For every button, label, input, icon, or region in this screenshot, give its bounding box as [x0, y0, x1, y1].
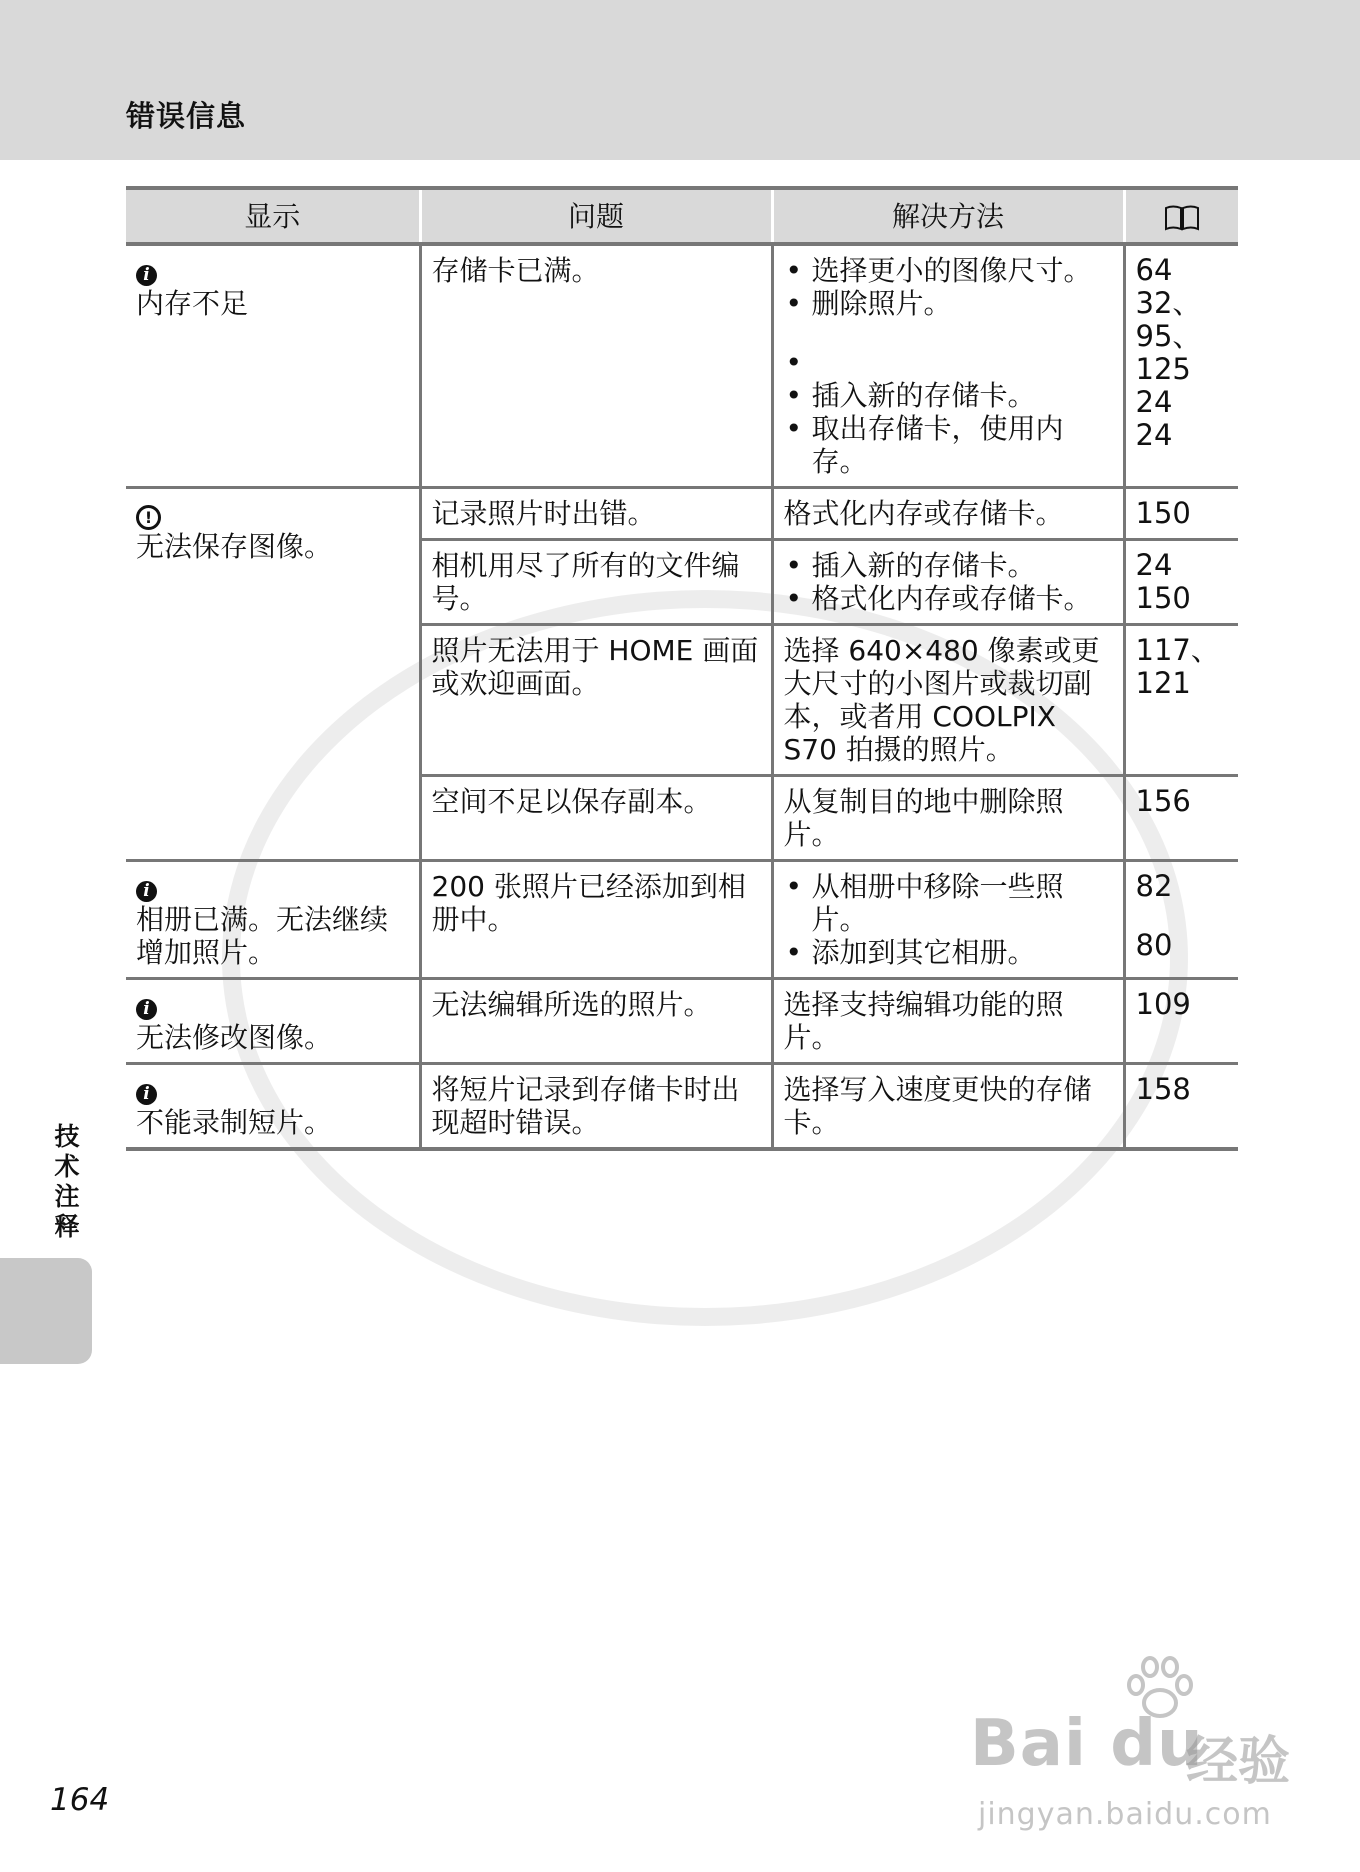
table-row: [126, 979, 1238, 1064]
problem-cell: 记录照片时出错。: [420, 488, 772, 540]
table-row: [126, 861, 1238, 979]
solution-item: • 选择更小的图像尺寸。: [784, 254, 1113, 287]
solution-item: • 添加到其它相册。: [784, 936, 1113, 969]
baidu-jingyan-watermark: [960, 1655, 1290, 1845]
solution-item: • 取出存储卡，使用内存。: [784, 412, 1113, 478]
page-ref: 82: [1135, 869, 1173, 903]
column-header-display: 显示: [126, 188, 420, 244]
problem-cell: 200 张照片已经添加到相册中。: [420, 861, 772, 979]
problem-cell: 存储卡已满。: [420, 244, 772, 488]
info-icon: i: [136, 265, 157, 286]
display-cell: [126, 244, 420, 488]
solution-cell: 从复制目的地中删除照片。: [772, 776, 1124, 861]
solution-cell: 选择写入速度更快的存储卡。: [772, 1064, 1124, 1150]
warning-icon: !: [136, 505, 161, 530]
column-header-problem: 问题: [420, 188, 772, 244]
info-icon: i: [136, 881, 157, 902]
book-icon: [1164, 205, 1200, 231]
ref-cell: [1124, 540, 1238, 625]
page-ref: 24: [1135, 418, 1173, 452]
display-text: 内存不足: [136, 287, 249, 320]
solution-cell: [772, 861, 1124, 979]
solution-item: • 从相册中移除一些照片。: [784, 870, 1113, 936]
page-ref: 32、95、125: [1135, 286, 1202, 386]
page-ref: 109: [1135, 987, 1191, 1021]
ref-cell: [1124, 488, 1238, 540]
page-title: 错误信息: [126, 99, 247, 133]
problem-cell: 照片无法用于 HOME 画面或欢迎画面。: [420, 625, 772, 776]
table-row: [126, 244, 1238, 488]
page-ref: 150: [1135, 496, 1191, 530]
ref-cell: [1124, 625, 1238, 776]
column-header-ref: [1124, 188, 1238, 244]
page-ref: 158: [1135, 1072, 1191, 1106]
column-header-solution: 解决方法: [772, 188, 1124, 244]
problem-cell: 无法编辑所选的照片。: [420, 979, 772, 1064]
solution-cell: 选择支持编辑功能的照片。: [772, 979, 1124, 1064]
display-cell: [126, 1064, 420, 1150]
ref-cell: [1124, 979, 1238, 1064]
display-cell: [126, 979, 420, 1064]
problem-cell: 将短片记录到存储卡时出现超时错误。: [420, 1064, 772, 1150]
watermark-logo-url: jingyan.baidu.com: [978, 1797, 1272, 1832]
header-band: [0, 0, 1360, 160]
info-icon: i: [136, 1084, 157, 1105]
info-icon: i: [136, 999, 157, 1020]
page-ref: 150: [1135, 581, 1191, 615]
display-text: 无法修改图像。: [136, 1021, 333, 1054]
table-row: [126, 488, 1238, 540]
display-text: 不能录制短片。: [136, 1106, 333, 1139]
section-side-tab: [0, 1258, 92, 1364]
page-ref: 24: [1135, 385, 1173, 419]
table-row: [126, 1064, 1238, 1150]
solution-cell: [772, 244, 1124, 488]
page-ref: 156: [1135, 784, 1191, 818]
page-ref: 64: [1135, 253, 1173, 287]
ref-cell: [1124, 1064, 1238, 1150]
solution-cell: [772, 540, 1124, 625]
solution-cell: 格式化内存或存储卡。: [772, 488, 1124, 540]
watermark-logo-main: Bai du: [970, 1707, 1204, 1781]
error-message-table: [126, 186, 1238, 1151]
ref-cell: [1124, 776, 1238, 861]
solution-item: • 格式化内存或存储卡。: [784, 582, 1113, 615]
solution-item: • 插入新的存储卡。: [784, 549, 1113, 582]
solution-item: [784, 346, 1113, 379]
display-text: 无法保存图像。: [136, 530, 333, 563]
solution-item: • 插入新的存储卡。: [784, 379, 1113, 412]
page-number: 164: [50, 1782, 110, 1818]
page-ref: 117、121: [1135, 633, 1220, 700]
watermark-logo-cn: 经验: [1186, 1732, 1291, 1792]
page-ref: 24: [1135, 548, 1173, 582]
problem-cell: 相机用尽了所有的文件编号。: [420, 540, 772, 625]
ref-cell: [1124, 861, 1238, 979]
section-side-label: 技术注释: [54, 1122, 80, 1241]
solution-item: • 删除照片。: [784, 287, 1113, 320]
page-ref: 80: [1135, 928, 1173, 962]
display-text: 相册已满。无法继续增加照片。: [136, 903, 389, 969]
display-cell: [126, 861, 420, 979]
table-header-row: [126, 188, 1238, 244]
problem-cell: 空间不足以保存副本。: [420, 776, 772, 861]
ref-cell: [1124, 244, 1238, 488]
display-cell: [126, 488, 420, 861]
solution-cell: 选择 640×480 像素或更大尺寸的小图片或裁切副本，或者用 COOLPIX S70 拍摄的照片。: [772, 625, 1124, 776]
